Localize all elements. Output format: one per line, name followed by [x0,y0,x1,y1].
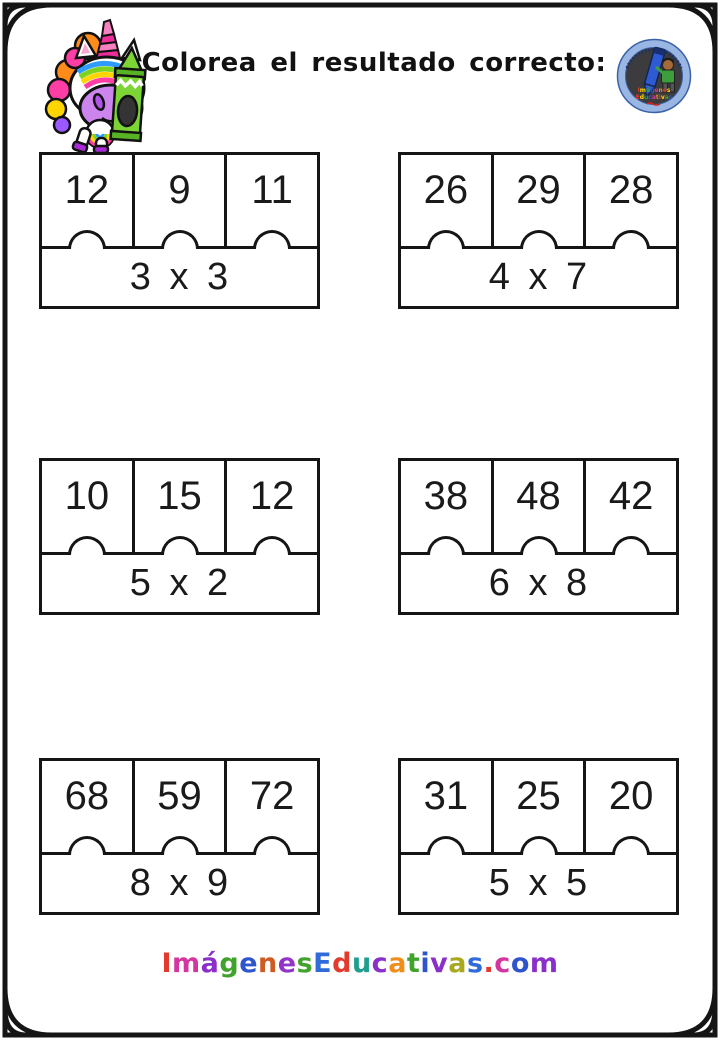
answer-option-cell[interactable] [135,461,228,552]
problem-row [398,246,679,309]
answer-option-value: 9 [168,168,191,212]
colored-letter: a [664,94,669,101]
puzzle-box-8x9 [39,758,320,915]
colored-letter: I [637,87,640,94]
colored-letter: . [483,948,495,979]
answer-option-value: 12 [64,168,110,212]
answer-option-cell[interactable] [401,155,494,246]
answer-option-value: 26 [423,168,469,212]
puzzle-tab [68,230,106,249]
problem-label: 5 x 5 [488,862,589,904]
answer-option-cell[interactable] [494,761,587,852]
answer-option-value: 12 [249,474,295,518]
problem-label: 4 x 7 [488,256,589,298]
answer-option-cell[interactable] [586,461,676,552]
answer-option-cell[interactable] [401,461,494,552]
puzzle-box-6x8 [398,458,679,615]
colored-letter: o [510,948,530,979]
puzzle-tab [612,230,650,249]
puzzle-tab [253,836,291,855]
colored-letter: d [639,94,644,101]
colored-letter: c [371,948,389,979]
colored-letter: e [239,948,259,979]
puzzle-tab [68,836,106,855]
colored-letter: v [660,94,665,101]
answer-option-value: 20 [608,774,654,818]
colored-letter: E [635,94,640,101]
colored-letter: n [258,948,278,979]
problem-row [39,246,320,309]
puzzle-tab [520,836,558,855]
colored-letter: i [420,948,431,979]
answer-option-cell[interactable] [227,761,317,852]
answer-option-value: 72 [249,774,295,818]
problem-row [39,852,320,915]
puzzle-tab [161,230,199,249]
answer-option-cell[interactable] [42,461,135,552]
answer-option-value: 68 [64,774,110,818]
puzzle-tab [427,230,465,249]
answer-option-value: 25 [516,774,561,818]
unicorn-with-crayon-icon [28,14,163,154]
answer-option-cell[interactable] [401,761,494,852]
answer-option-value: 15 [157,474,202,518]
answer-option-value: 10 [64,474,110,518]
puzzle-tab [161,836,199,855]
colored-letter: n [658,87,663,94]
puzzle-tab [612,836,650,855]
answer-options-row [398,458,679,552]
answer-option-value: 11 [251,168,293,212]
answer-options-row [39,758,320,852]
answer-option-cell[interactable] [586,155,676,246]
colored-letter: t [655,94,659,101]
colored-letter: e [662,87,667,94]
puzzle-tab [612,536,650,555]
answer-option-cell[interactable] [586,761,676,852]
problem-label: 5 x 2 [129,562,230,604]
problem-label: 3 x 3 [129,256,230,298]
problem-label: 8 x 9 [129,862,230,904]
colored-letter: d [332,948,352,979]
colored-letter: á [200,948,220,979]
colored-letter: s [668,94,673,101]
answer-option-cell[interactable] [494,461,587,552]
puzzle-box-3x3 [39,152,320,309]
puzzle-tab [520,536,558,555]
answer-option-cell[interactable] [227,461,317,552]
puzzle-tab [253,230,291,249]
colored-letter: c [648,94,652,101]
colored-letter: á [646,87,651,94]
colored-letter: a [388,948,407,979]
page-title: Colorea el resultado correcto: [141,48,607,78]
colored-letter: e [654,87,659,94]
colored-letter: I [161,948,173,979]
colored-letter: s [666,87,671,94]
problem-row [398,552,679,615]
colored-letter: m [529,948,559,979]
colored-letter: s [466,948,484,979]
colored-letter: t [406,948,421,979]
answer-option-cell[interactable] [494,155,587,246]
colored-letter: s [296,948,314,979]
badge-graphic [616,38,692,114]
puzzle-tab [253,536,291,555]
colored-letter: a [651,94,656,101]
answer-option-value: 38 [423,474,469,518]
puzzle-tab [161,536,199,555]
answer-option-cell[interactable] [135,761,228,852]
colored-letter: e [277,948,297,979]
answer-options-row [39,152,320,246]
colored-letter: g [219,948,240,979]
answer-option-value: 28 [608,168,654,212]
answer-option-value: 42 [608,474,654,518]
answer-options-row [39,458,320,552]
answer-option-cell[interactable] [42,761,135,852]
colored-letter: u [644,94,649,101]
puzzle-tab [427,836,465,855]
colored-letter: c [494,948,511,979]
puzzle-box-5x5 [398,758,679,915]
problem-row [39,552,320,615]
puzzle-box-5x2 [39,458,320,615]
answer-option-value: 29 [516,168,561,212]
answer-option-value: 59 [157,774,202,818]
answer-options-row [398,758,679,852]
imagenes-educativas-badge [616,38,692,114]
problem-row [398,852,679,915]
answer-options-row [398,152,679,246]
colored-letter: E [313,948,333,979]
answer-option-value: 48 [516,474,561,518]
site-watermark [0,948,720,979]
puzzle-box-4x7 [398,152,679,309]
colored-letter: g [650,87,655,94]
puzzle-tab [427,536,465,555]
colored-letter: u [351,948,372,979]
answer-option-value: 31 [423,774,469,818]
colored-letter: a [448,948,467,979]
puzzle-tab [68,536,106,555]
answer-option-cell[interactable] [227,155,317,246]
colored-letter: m [639,87,647,94]
problem-label: 6 x 8 [488,562,589,604]
colored-letter: i [658,94,661,101]
puzzle-tab [520,230,558,249]
badge-text-line2 [616,95,692,101]
answer-option-cell[interactable] [135,155,228,246]
colored-letter: v [430,948,449,979]
colored-letter: m [172,948,201,979]
answer-option-cell[interactable] [42,155,135,246]
